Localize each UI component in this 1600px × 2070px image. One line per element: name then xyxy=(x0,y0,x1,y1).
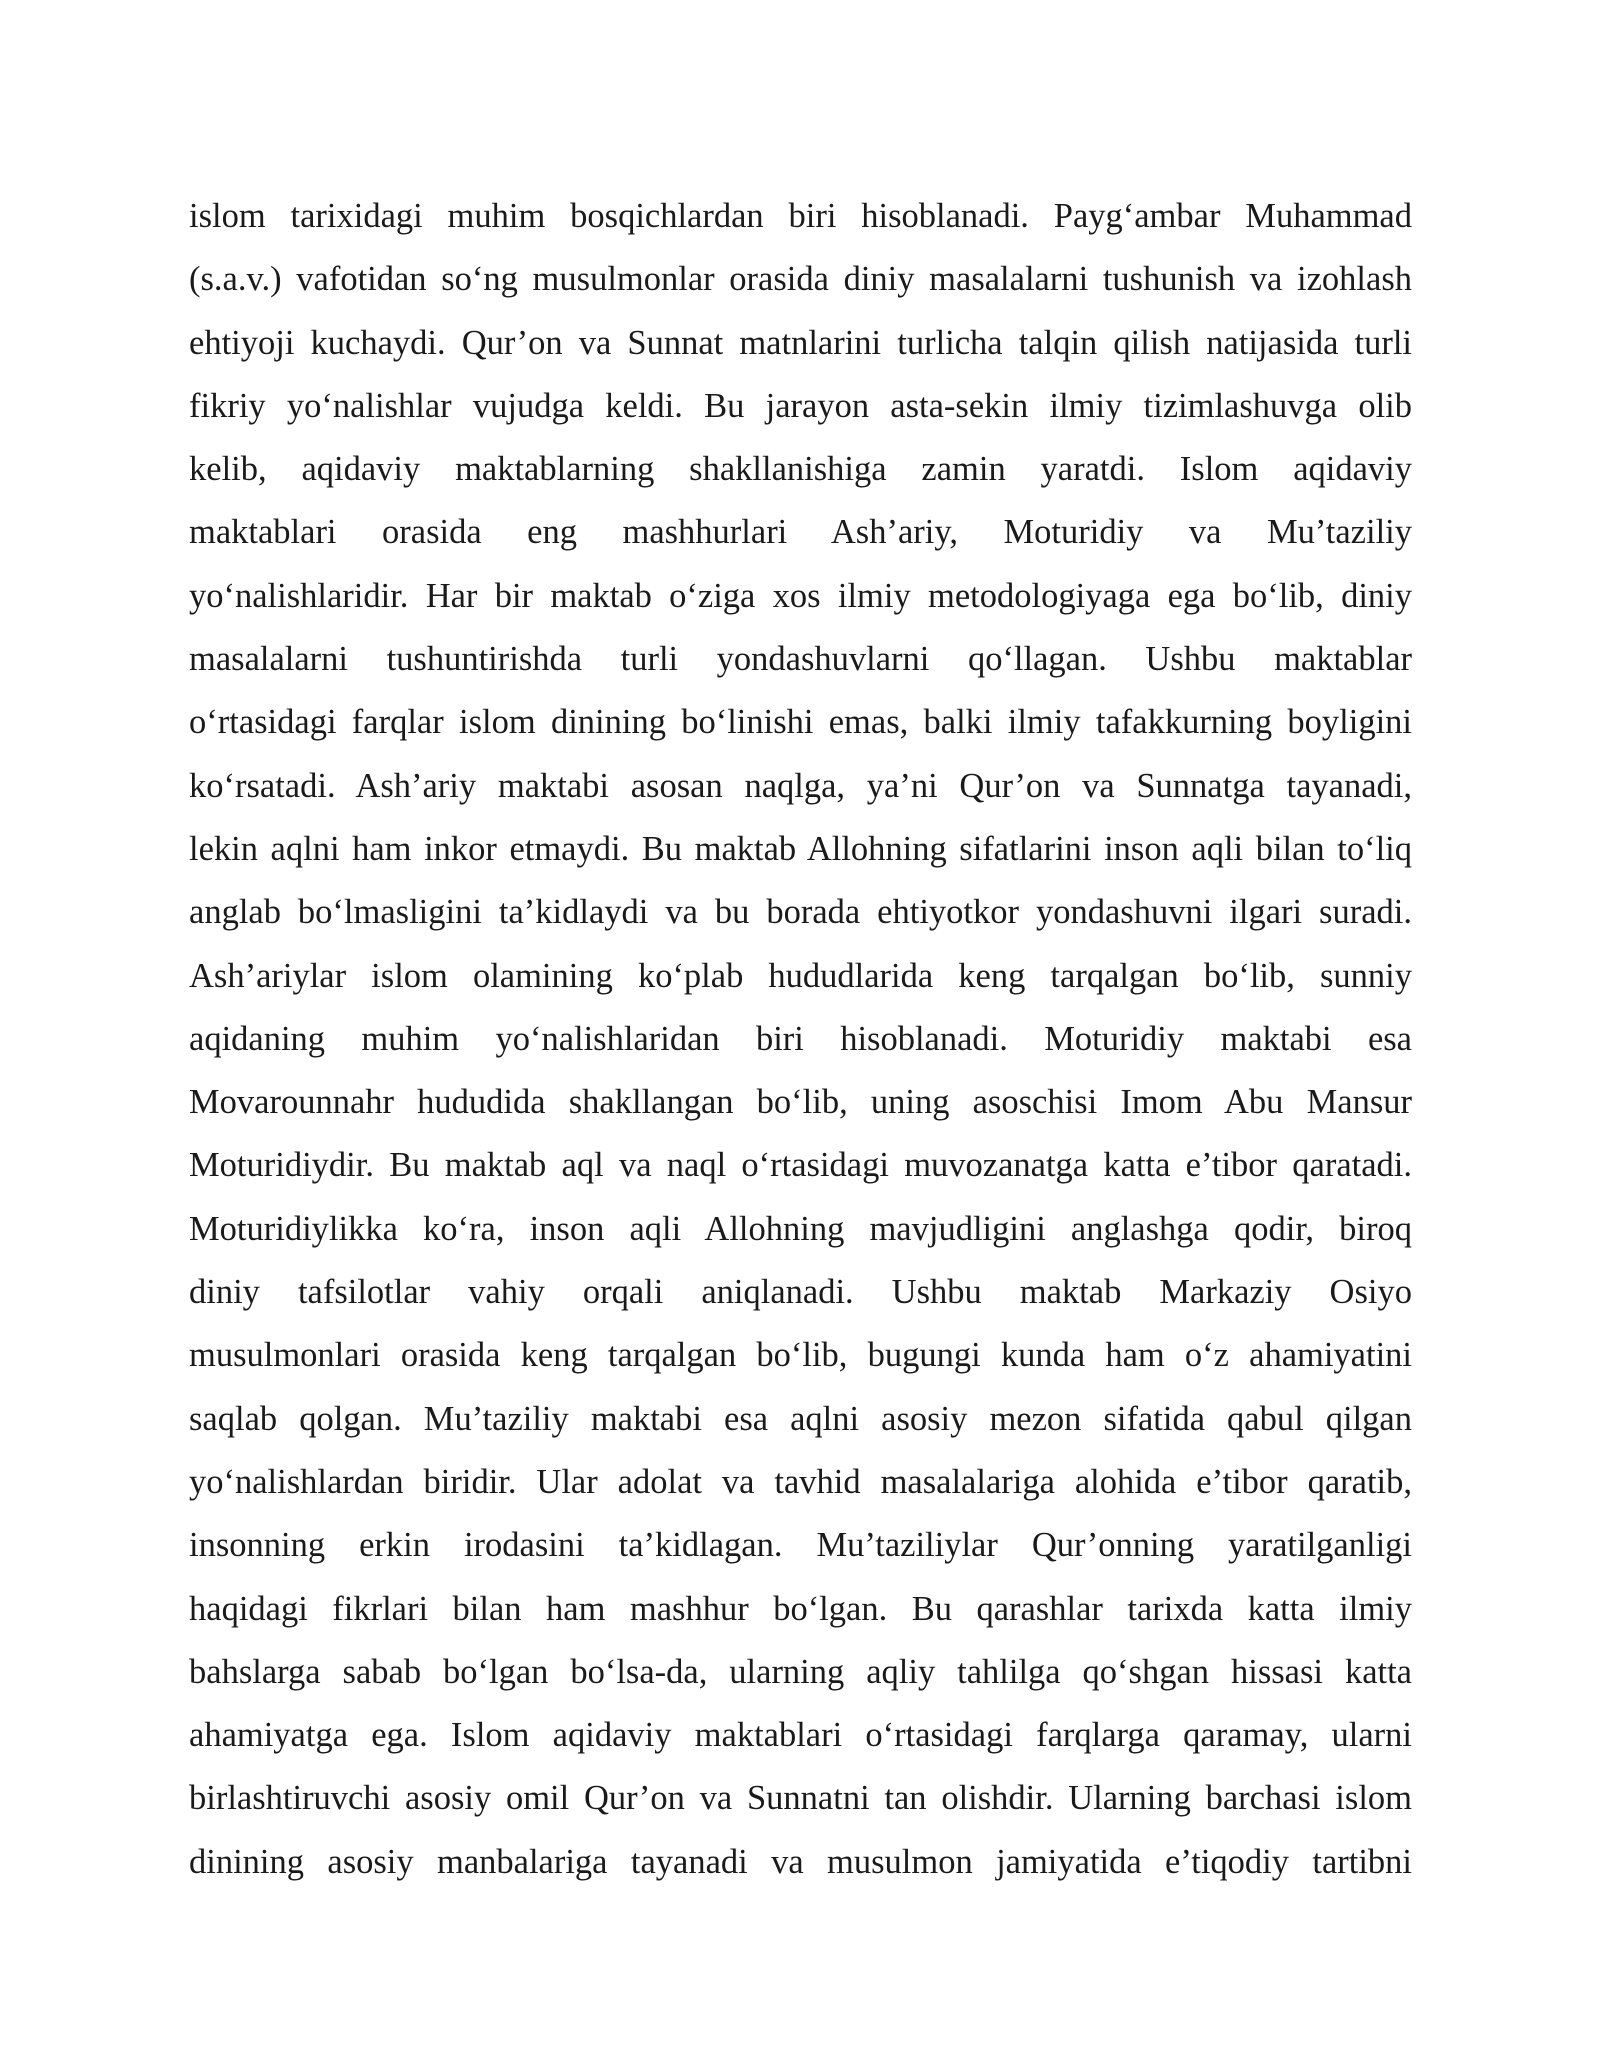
text-line: ehtiyoji kuchaydi. Qur’on va Sunnat matnlarini turlicha talqin qilish natijasida turli xyxy=(189,323,1412,362)
text-line: (s.a.v.) vafotidan so‘ng musulmonlar orasida diniy masalalarni tushunish va izohlash xyxy=(189,260,1412,299)
text-line: Moturidiylikka ko‘ra, inson aqli Allohning mavjudligini anglashga qodir, biroq xyxy=(189,1209,1412,1248)
text-line: yo‘nalishlaridir. Har bir maktab o‘ziga xos ilmiy metodologiyaga ega bo‘lib, diniy xyxy=(189,576,1412,615)
text-line: lekin aqlni ham inkor etmaydi. Bu maktab Allohning sifatlarini inson aqli bilan to‘liq xyxy=(189,829,1412,868)
text-line: musulmonlari orasida keng tarqalgan bo‘lib, bugungi kunda ham o‘z ahamiyatini xyxy=(189,1336,1412,1375)
text-line: aqidaning muhim yo‘nalishlaridan biri hisoblanadi. Moturidiy maktabi esa xyxy=(189,1019,1412,1058)
text-line: maktablari orasida eng mashhurlari Ash’ariy, Moturidiy va Mu’taziliy xyxy=(189,513,1412,552)
text-line: anglab bo‘lmasligini ta’kidlaydi va bu borada ehtiyotkor yondashuvni ilgari suradi. xyxy=(189,893,1412,932)
text-line: Moturidiydir. Bu maktab aql va naql o‘rtasidagi muvozanatga katta e’tibor qaratadi. xyxy=(189,1146,1412,1185)
text-line: islom tarixidagi muhim bosqichlardan biri hisoblanadi. Payg‘ambar Muhammad xyxy=(189,197,1412,235)
text-line: dinining asosiy manbalariga tayanadi va musulmon jamiyatida e’tiqodiy tartibni xyxy=(189,1842,1412,1881)
text-line: o‘rtasidagi farqlar islom dinining bo‘linishi emas, balki ilmiy tafakkurning boyligini xyxy=(189,703,1412,742)
text-line: yo‘nalishlardan biridir. Ular adolat va tavhid masalalariga alohida e’tibor qaratib, xyxy=(189,1462,1412,1501)
text-line: insonning erkin irodasini ta’kidlagan. Mu’taziliylar Qur’onning yaratilganligi xyxy=(189,1526,1412,1565)
text-line: bahslarga sabab bo‘lgan bo‘lsa-da, ularning aqliy tahlilga qo‘shgan hissasi katta xyxy=(189,1652,1412,1691)
text-line: Ash’ariylar islom olamining ko‘plab hududlarida keng tarqalgan bo‘lib, sunniy xyxy=(189,956,1412,995)
text-line: Movarounnahr hududida shakllangan bo‘lib, uning asoschisi Imom Abu Mansur xyxy=(189,1083,1412,1122)
body-paragraph xyxy=(189,185,1412,1894)
text-line: saqlab qolgan. Mu’taziliy maktabi esa aqlni asosiy mezon sifatida qabul qilgan xyxy=(189,1399,1412,1438)
text-line: ko‘rsatadi. Ash’ariy maktabi asosan naqlga, ya’ni Qur’on va Sunnatga tayanadi, xyxy=(189,766,1412,805)
text-line: kelib, aqidaviy maktablarning shakllanishiga zamin yaratdi. Islom aqidaviy xyxy=(189,450,1412,489)
text-line: haqidagi fikrlari bilan ham mashhur bo‘lgan. Bu qarashlar tarixda katta ilmiy xyxy=(189,1589,1412,1628)
text-line: masalalarni tushuntirishda turli yondashuvlarni qo‘llagan. Ushbu maktablar xyxy=(189,640,1412,679)
text-line: fikriy yo‘nalishlar vujudga keldi. Bu jarayon asta-sekin ilmiy tizimlashuvga olib xyxy=(189,386,1412,425)
text-line: ahamiyatga ega. Islom aqidaviy maktablari o‘rtasidagi farqlarga qaramay, ularni xyxy=(189,1716,1412,1755)
text-line: diniy tafsilotlar vahiy orqali aniqlanadi. Ushbu maktab Markaziy Osiyo xyxy=(189,1273,1412,1312)
text-line: birlashtiruvchi asosiy omil Qur’on va Sunnatni tan olishdir. Ularning barchasi islom xyxy=(189,1779,1412,1818)
